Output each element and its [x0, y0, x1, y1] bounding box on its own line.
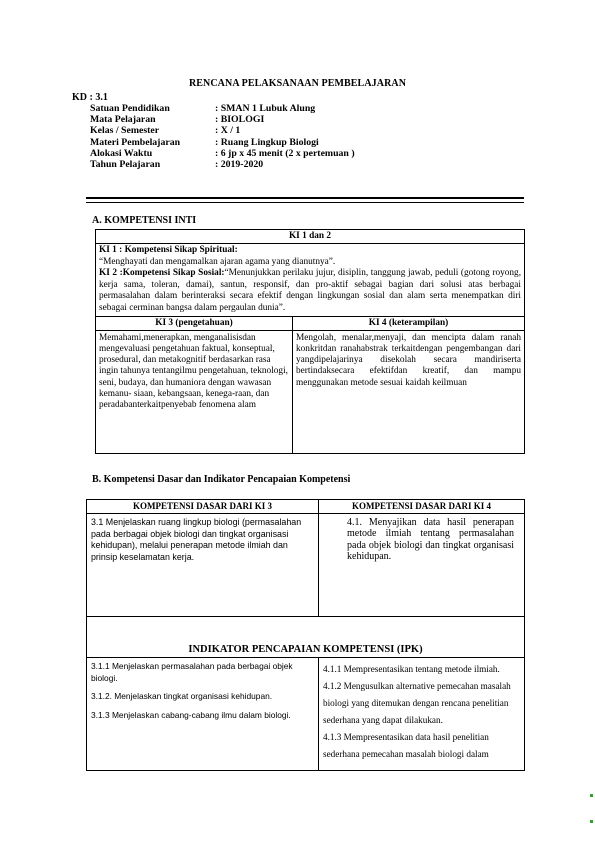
- identity-label: Materi Pembelajaran: [90, 136, 181, 148]
- identity-label: Tahun Pelajaran: [90, 159, 161, 171]
- kompetensi-dasar-table: [86, 499, 525, 771]
- ipk-item: 3.1.3 Menjelaskan cabang-cabang ilmu dalam biologi.: [91, 709, 291, 720]
- margin-mark: [590, 794, 593, 797]
- kd4-text: 4.1. Menyajikan data hasil penerapan metode ilmiah tentang permasalahan pada objek biologi dan tingkat organisasi kehidupan.: [319, 514, 525, 617]
- ki4-text: Mengolah, menalar,menyaji, dan mencipta dalam ranah konkritdan ranahabstrak terkaitdengan pengembangan dari yangdipelajarinya disekolah secara mandiriserta bertindaksecara efektifdan kreatif, dan mampu menggunakan metode sesuai kaidah keilmuan: [293, 330, 525, 453]
- identity-row: [90, 159, 355, 170]
- identity-value: : 6 jp x 45 menit (2 x pertemuan ): [215, 147, 355, 159]
- identity-row: [90, 103, 355, 114]
- kd4-header: KOMPETENSI DASAR DARI KI 4: [319, 500, 525, 514]
- identity-value: : Ruang Lingkup Biologi: [215, 136, 319, 148]
- ki1-label: KI 1 : Kompetensi Sikap Spiritual:: [99, 245, 238, 255]
- identity-row: [90, 137, 355, 148]
- margin-mark: [590, 820, 593, 823]
- identity-label: Mata Pelajaran: [90, 114, 156, 126]
- identity-value: : 2019-2020: [215, 159, 264, 171]
- ki4-header: KI 4 (keterampilan): [293, 316, 525, 330]
- identity-table: [90, 103, 355, 170]
- ki1-text: “Menghayati dan mengamalkan ajaran agama yang dianutnya”.: [99, 256, 336, 267]
- identity-row: [90, 114, 355, 125]
- identity-label: Kelas / Semester: [90, 125, 160, 137]
- identity-row: [90, 148, 355, 159]
- identity-row: [90, 125, 355, 136]
- kd-label: KD : 3.1: [72, 92, 108, 103]
- identity-value: : BIOLOGI: [215, 114, 265, 126]
- ki3-header: KI 3 (pengetahuan): [96, 316, 293, 330]
- ipk-header: INDIKATOR PENCAPAIAN KOMPETENSI (IPK): [87, 617, 525, 658]
- kompetensi-inti-table: [95, 229, 525, 454]
- identity-value: : X / 1: [215, 125, 241, 137]
- ipk-item: 4.1.2 Mengusulkan alternative pemecahan masalah biologi yang ditemukan dengan rencana penelitian sederhana yang dapat dilakukan.: [323, 681, 511, 725]
- kd3-header: KOMPETENSI DASAR DARI KI 3: [87, 500, 319, 514]
- ki3-text: Memahami,menerapkan, menganalisisdan mengevaluasi pengetahuan faktual, konseptual, prosedural, dan metakognitif berdasarkan rasa ingin tahunya tentangilmu pengetahuan, teknologi, seni, budaya, dan humaniora dengan wawasan kemanu- siaan, kebangsaan, kenega-raan, dan peradabanterkaitpenyebab fenomena alam: [96, 330, 293, 453]
- ki2-text: “Menunjukkan perilaku jujur, disiplin, tanggung jawab, peduli (gotong royong, kerja sama, toleran, damai), santun, responsif, dan pro-aktif sebagai bagian dari solusi atas berbagai permasalahan dalam berinteraksi secara efektif dengan lingkungan sosial dan alam serta menempatkan diri sebagai cerminan bangsa dalam pergaulan dunia”.: [99, 268, 522, 313]
- ipk-left-cell: [87, 658, 319, 771]
- ipk-right-cell: [319, 658, 525, 771]
- section-a-heading: A. KOMPETENSI INTI: [92, 215, 197, 226]
- ipk-item: 3.1.2. Menjelaskan tingkat organisasi kehidupan.: [91, 691, 273, 701]
- identity-label: Alokasi Waktu: [90, 147, 153, 159]
- ki2-label: KI 2 :Kompetensi Sikap Sosial:: [99, 268, 225, 279]
- identity-value: : SMAN 1 Lubuk Alung: [215, 103, 316, 114]
- section-b-heading: B. Kompetensi Dasar dan Indikator Pencapaian Kompetensi: [92, 474, 351, 485]
- ki12-cell: [96, 244, 525, 317]
- identity-label: Satuan Pendidikan: [90, 103, 170, 114]
- ipk-item: 4.1.1 Mempresentasikan tentang metode ilmiah.: [323, 664, 500, 674]
- ipk-item: 4.1.3 Mempresentasikan data hasil penelitian sederhana pemecahan masalah biologi dalam: [323, 732, 489, 759]
- kd3-text: 3.1 Menjelaskan ruang lingkup biologi (permasalahan pada berbagai objek biologi dan tingkat organisasi kehidupan), melalui penerapan metode ilmiah dan prinsip keselamatan kerja.: [87, 514, 319, 617]
- divider-thick: [86, 197, 524, 199]
- page-title: RENCANA PELAKSANAAN PEMBELAJARAN: [188, 78, 407, 89]
- ipk-item: 3.1.1 Menjelaskan permasalahan pada berbagai objek biologi.: [91, 661, 293, 683]
- divider-thin: [86, 202, 524, 203]
- ki12-header: KI 1 dan 2: [96, 230, 525, 244]
